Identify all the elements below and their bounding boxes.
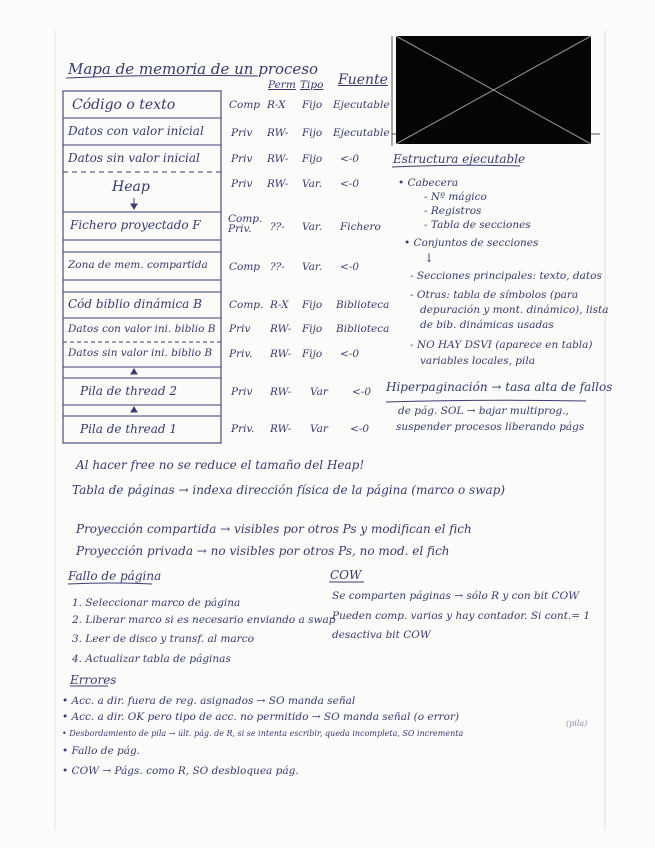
cow-line: Se comparten páginas → sólo R y con bit COW [332,590,579,602]
row-perm: RW- [267,127,289,139]
estructura-cab-item: - Tabla de secciones [424,219,531,231]
note-free: Al hacer free no se reduce el tamaño del Heap! [76,458,365,472]
fallo-title: Fallo de página [68,569,162,583]
fallo-item: 1. Seleccionar marco de página [72,597,241,609]
errores-item: • Desbordamiento de pila → últ. pág. de R, si se intenta escribir, queda incompleta, SO incrementa [62,729,464,738]
estructura-cabecera: • Cabecera [398,177,459,189]
estructura-bullet: - Secciones principales: texto, datos [410,270,602,282]
cow-title: COW [330,568,362,582]
row-perm: R-X [267,99,286,111]
estructura-bullet: variables locales, pila [420,355,536,367]
row-label: Datos sin valor inicial [68,151,200,165]
estructura-cab-item: - Registros [424,205,482,217]
hiper-line: de pág. SOL → bajar multiprog., [398,405,569,417]
redacted-block [396,36,591,144]
row-perm: RW- [267,178,289,190]
hiper-line: Hiperpaginación → tasa alta de fallos [386,380,613,394]
row-fuente: Biblioteca [336,299,390,311]
row-vis: Comp. [229,299,264,311]
errores-item: • COW → Págs. como R, SO desbloquea pág. [62,765,299,777]
estructura-cab-item: - Nº mágico [424,191,487,203]
fallo-item: 4. Actualizar tabla de páginas [72,653,231,665]
row-vis: Priv [229,323,251,335]
row-vis: Comp [229,261,261,273]
row-vis: Priv. [229,348,253,360]
row-label: Heap [112,179,150,195]
row-tipo: Var. [302,178,323,190]
row-fuente: <-0 [340,153,360,165]
row-tipo: Fijo [302,299,323,311]
row-label: Cód biblio dinámica B [68,297,202,311]
row-perm: RW- [267,153,289,165]
row-vis: Priv [231,386,253,398]
fallo-underline [68,583,152,584]
page-title: Mapa de memoria de un proceso [68,60,319,78]
row-label: Pila de thread 1 [80,422,177,436]
cow-line: Pueden comp. varios y hay contador. Si cont.= 1 [332,610,591,622]
row-vis: Priv [231,127,253,139]
row-label: Fichero proyectado F [70,218,201,232]
row-fuente: Biblioteca [336,323,390,335]
row-label: Código o texto [72,97,176,113]
row-fuente: Ejecutable [333,99,390,111]
row-vis: Priv [231,153,253,165]
row-tipo: Fijo [302,153,323,165]
row-label: Zona de mem. compartida [68,259,208,271]
row-tipo: Var [310,423,328,435]
column-fuente-header: Fuente [338,72,388,88]
note-proy-comp: Proyección compartida → visibles por otros Ps y modifican el fich [76,522,472,536]
row-vis: Comp. Priv. [228,213,263,235]
row-tipo: Fijo [302,127,323,139]
cow-line: desactiva bit COW [332,629,431,641]
errores-item: • Acc. a dir. OK pero tipo de acc. no permitido → SO manda señal (o error) [62,711,460,723]
estructura-conjuntos: • Conjuntos de secciones [404,237,539,249]
row-perm: RW- [270,423,292,435]
row-label: Datos con valor ini. biblio B [68,323,216,335]
estructura-bullet: - Otras: tabla de símbolos (para [410,289,579,301]
row-tipo: Fijo [302,323,323,335]
errores-title: Errores [70,673,117,687]
row-perm: RW- [270,386,292,398]
estructura-arrow: ↓ [424,251,435,265]
row-perm: R-X [270,299,289,311]
estructura-bullet: de bib. dinámicas usadas [420,319,554,331]
row-tipo: Fijo [302,99,323,111]
errores-item: • Acc. a dir. fuera de reg. asignados → SO manda señal [62,695,356,707]
column-tipo-header: Tipo [300,79,324,91]
fallo-item: 3. Leer de disco y transf. al marco [72,633,254,645]
row-tipo: Var [310,386,328,398]
row-perm: ??- [270,261,285,273]
row-fuente: <-0 [352,386,372,398]
estructura-bullet: depuración y mont. dinámico), lista [420,304,609,316]
row-tipo: Var. [302,221,323,233]
hiper-underline [386,400,586,402]
row-fuente: <-0 [340,348,360,360]
row-label: Pila de thread 2 [80,384,177,398]
row-perm: RW- [270,323,292,335]
estructura-title: Estructura ejecutable [393,152,526,166]
row-vis: Priv [231,178,253,190]
row-tipo: Var. [302,261,323,273]
row-fuente: <-0 [340,178,360,190]
row-perm: RW- [270,348,292,360]
row-label: Datos sin valor ini. biblio B [68,347,213,359]
row-tipo: Fijo [302,348,323,360]
row-fuente: Ejecutable [333,127,390,139]
note-proy-priv: Proyección privada → no visibles por otros Ps, no mod. el fich [76,544,450,558]
hiper-line: suspender procesos liberando págs [396,421,585,433]
errores-item: • Fallo de pág. [62,745,141,757]
row-perm: ??- [270,221,285,233]
row-vis: Comp [229,99,261,111]
fallo-item: 2. Liberar marco si es necesario enviando a swap [72,614,336,626]
column-perm-header: Perm [268,79,296,91]
errores-margin-note: (pila) [566,719,588,728]
row-label: Datos con valor inicial [68,124,204,138]
estructura-bullet: - NO HAY DSVI (aparece en tabla) [410,339,593,351]
note-tabla: Tabla de páginas → indexa dirección física de la página (marco o swap) [72,483,506,497]
row-fuente: <-0 [350,423,370,435]
row-vis: Priv. [231,423,255,435]
row-fuente: Fichero [340,221,381,233]
row-fuente: <-0 [340,261,360,273]
